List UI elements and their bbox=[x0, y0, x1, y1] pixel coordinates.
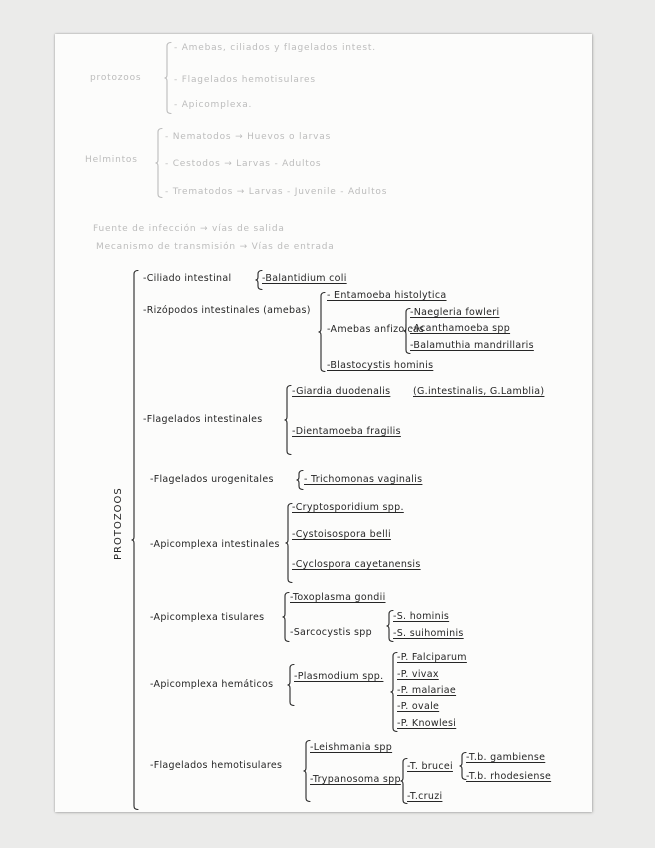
group-flagelados-intestinales: -Flagelados intestinales bbox=[143, 414, 263, 425]
species-trichomonas-vaginalis: - Trichomonas vaginalis bbox=[304, 474, 423, 485]
helmintos-summary-item: - Trematodos → Larvas - Juvenile - Adultos bbox=[165, 187, 388, 197]
species-balantidium-coli: -Balantidium coli bbox=[262, 273, 347, 284]
transmission-mechanism-note: Mecanismo de transmisión → Vías de entrada bbox=[96, 242, 335, 252]
species-entamoeba-histolytica: - Entamoeba histolytica bbox=[327, 290, 447, 301]
subspecies-t-b-rhodesiense: -T.b. rhodesiense bbox=[466, 771, 552, 782]
species-t-cruzi: -T.cruzi bbox=[407, 791, 443, 802]
protozoos-summary-brace bbox=[164, 42, 172, 114]
brace-path bbox=[132, 271, 139, 810]
species-s-suihominis: -S. suihominis bbox=[393, 628, 464, 639]
protozoos-main-brace bbox=[131, 270, 139, 810]
protozoos-summary-item: - Amebas, ciliados y flagelados intest. bbox=[174, 43, 376, 53]
subspecies-t-b-gambiense: -T.b. gambiense bbox=[466, 752, 546, 763]
brace-path bbox=[165, 43, 172, 114]
protozoos-summary-item: - Flagelados hemotisulares bbox=[174, 75, 316, 85]
protozoos-summary-item: - Apicomplexa. bbox=[174, 100, 253, 110]
species-blastocystis-hominis: -Blastocystis hominis bbox=[327, 360, 434, 371]
species-giardia-duodenalis: -Giardia duodenalis bbox=[292, 386, 391, 397]
brace-path bbox=[285, 386, 292, 455]
genus-sarcocystis-spp: -Sarcocystis spp bbox=[290, 627, 372, 638]
species-cystoisospora-belli: -Cystoisospora belli bbox=[292, 529, 391, 540]
giardia-synonyms-note: (G.intestinalis, G.Lamblia) bbox=[413, 386, 545, 397]
brace-shape bbox=[318, 292, 326, 372]
species-cyclospora-cayetanensis: -Cyclospora cayetanensis bbox=[292, 559, 421, 570]
helmintos-summary-label: Helmintos bbox=[85, 155, 138, 165]
group-ciliado-intestinal: -Ciliado intestinal bbox=[143, 273, 232, 284]
protozoos-title: PROTOZOOS bbox=[113, 487, 124, 560]
helmintos-summary-item: - Cestodos → Larvas - Adultos bbox=[165, 159, 322, 169]
species-t-brucei: -T. brucei bbox=[407, 761, 453, 772]
species-naegleria-fowleri: -Naegleria fowleri bbox=[410, 307, 500, 318]
brace-shape bbox=[284, 385, 292, 455]
species-balamuthia-mandrillaris: -Balamuthia mandrillaris bbox=[410, 340, 534, 351]
subgroup-amebas-anfizoicas: -Amebas anfizoicas bbox=[327, 324, 425, 335]
group-flagelados-urogenitales: -Flagelados urogenitales bbox=[150, 474, 274, 485]
species-p-ovale: -P. ovale bbox=[397, 701, 440, 712]
apicomplexa-tisulares-brace bbox=[282, 592, 290, 642]
protozoos-summary-label: protozoos bbox=[90, 73, 142, 83]
brace-shape bbox=[164, 42, 172, 114]
genus-plasmodium-spp: -Plasmodium spp. bbox=[294, 671, 384, 682]
brace-path bbox=[156, 129, 163, 198]
brace-path bbox=[283, 593, 290, 642]
species-p-malariae: -P. malariae bbox=[397, 685, 457, 696]
species-cryptosporidium-spp: -Cryptosporidium spp. bbox=[292, 502, 404, 513]
genus-trypanosoma-spp: -Trypanosoma spp bbox=[310, 774, 401, 785]
brace-shape bbox=[282, 592, 290, 642]
group-apicomplexa-hematicos: -Apicomplexa hemáticos bbox=[150, 679, 274, 690]
species-p-falciparum: -P. Falciparum bbox=[397, 652, 467, 663]
species-toxoplasma-gondii: -Toxoplasma gondii bbox=[290, 592, 386, 603]
brace-shape bbox=[296, 470, 304, 490]
infection-source-note: Fuente de infección → vías de salida bbox=[93, 224, 285, 234]
species-acanthamoeba-spp: -Acanthamoeba spp bbox=[410, 323, 511, 334]
species-p-vivax: -P. vivax bbox=[397, 669, 439, 680]
rizopodos-brace bbox=[318, 292, 326, 372]
group-flagelados-hemotisulares: -Flagelados hemotisulares bbox=[150, 760, 283, 771]
species-dientamoeba-fragilis: -Dientamoeba fragilis bbox=[292, 426, 401, 437]
brace-shape bbox=[131, 270, 139, 810]
brace-shape bbox=[155, 128, 163, 198]
brace-shape bbox=[285, 503, 293, 583]
group-apicomplexa-tisulares: -Apicomplexa tisulares bbox=[150, 612, 265, 623]
flagelados-urogenitales-brace bbox=[296, 470, 304, 490]
species-s-hominis: -S. hominis bbox=[393, 611, 450, 622]
apicomplexa-intestinales-brace bbox=[285, 503, 293, 583]
helmintos-summary-item: - Nematodos → Huevos o larvas bbox=[165, 132, 332, 142]
species-p-knowlesi: -P. Knowlesi bbox=[397, 718, 457, 729]
brace-path bbox=[319, 293, 326, 372]
helmintos-summary-brace bbox=[155, 128, 163, 198]
brace-path bbox=[297, 471, 304, 490]
group-apicomplexa-intestinales: -Apicomplexa intestinales bbox=[150, 539, 280, 550]
genus-leishmania-spp: -Leishmania spp bbox=[310, 742, 393, 753]
flagelados-intestinales-brace bbox=[284, 385, 292, 455]
group-rizopodos-intestinales: -Rizópodos intestinales (amebas) bbox=[143, 305, 311, 316]
